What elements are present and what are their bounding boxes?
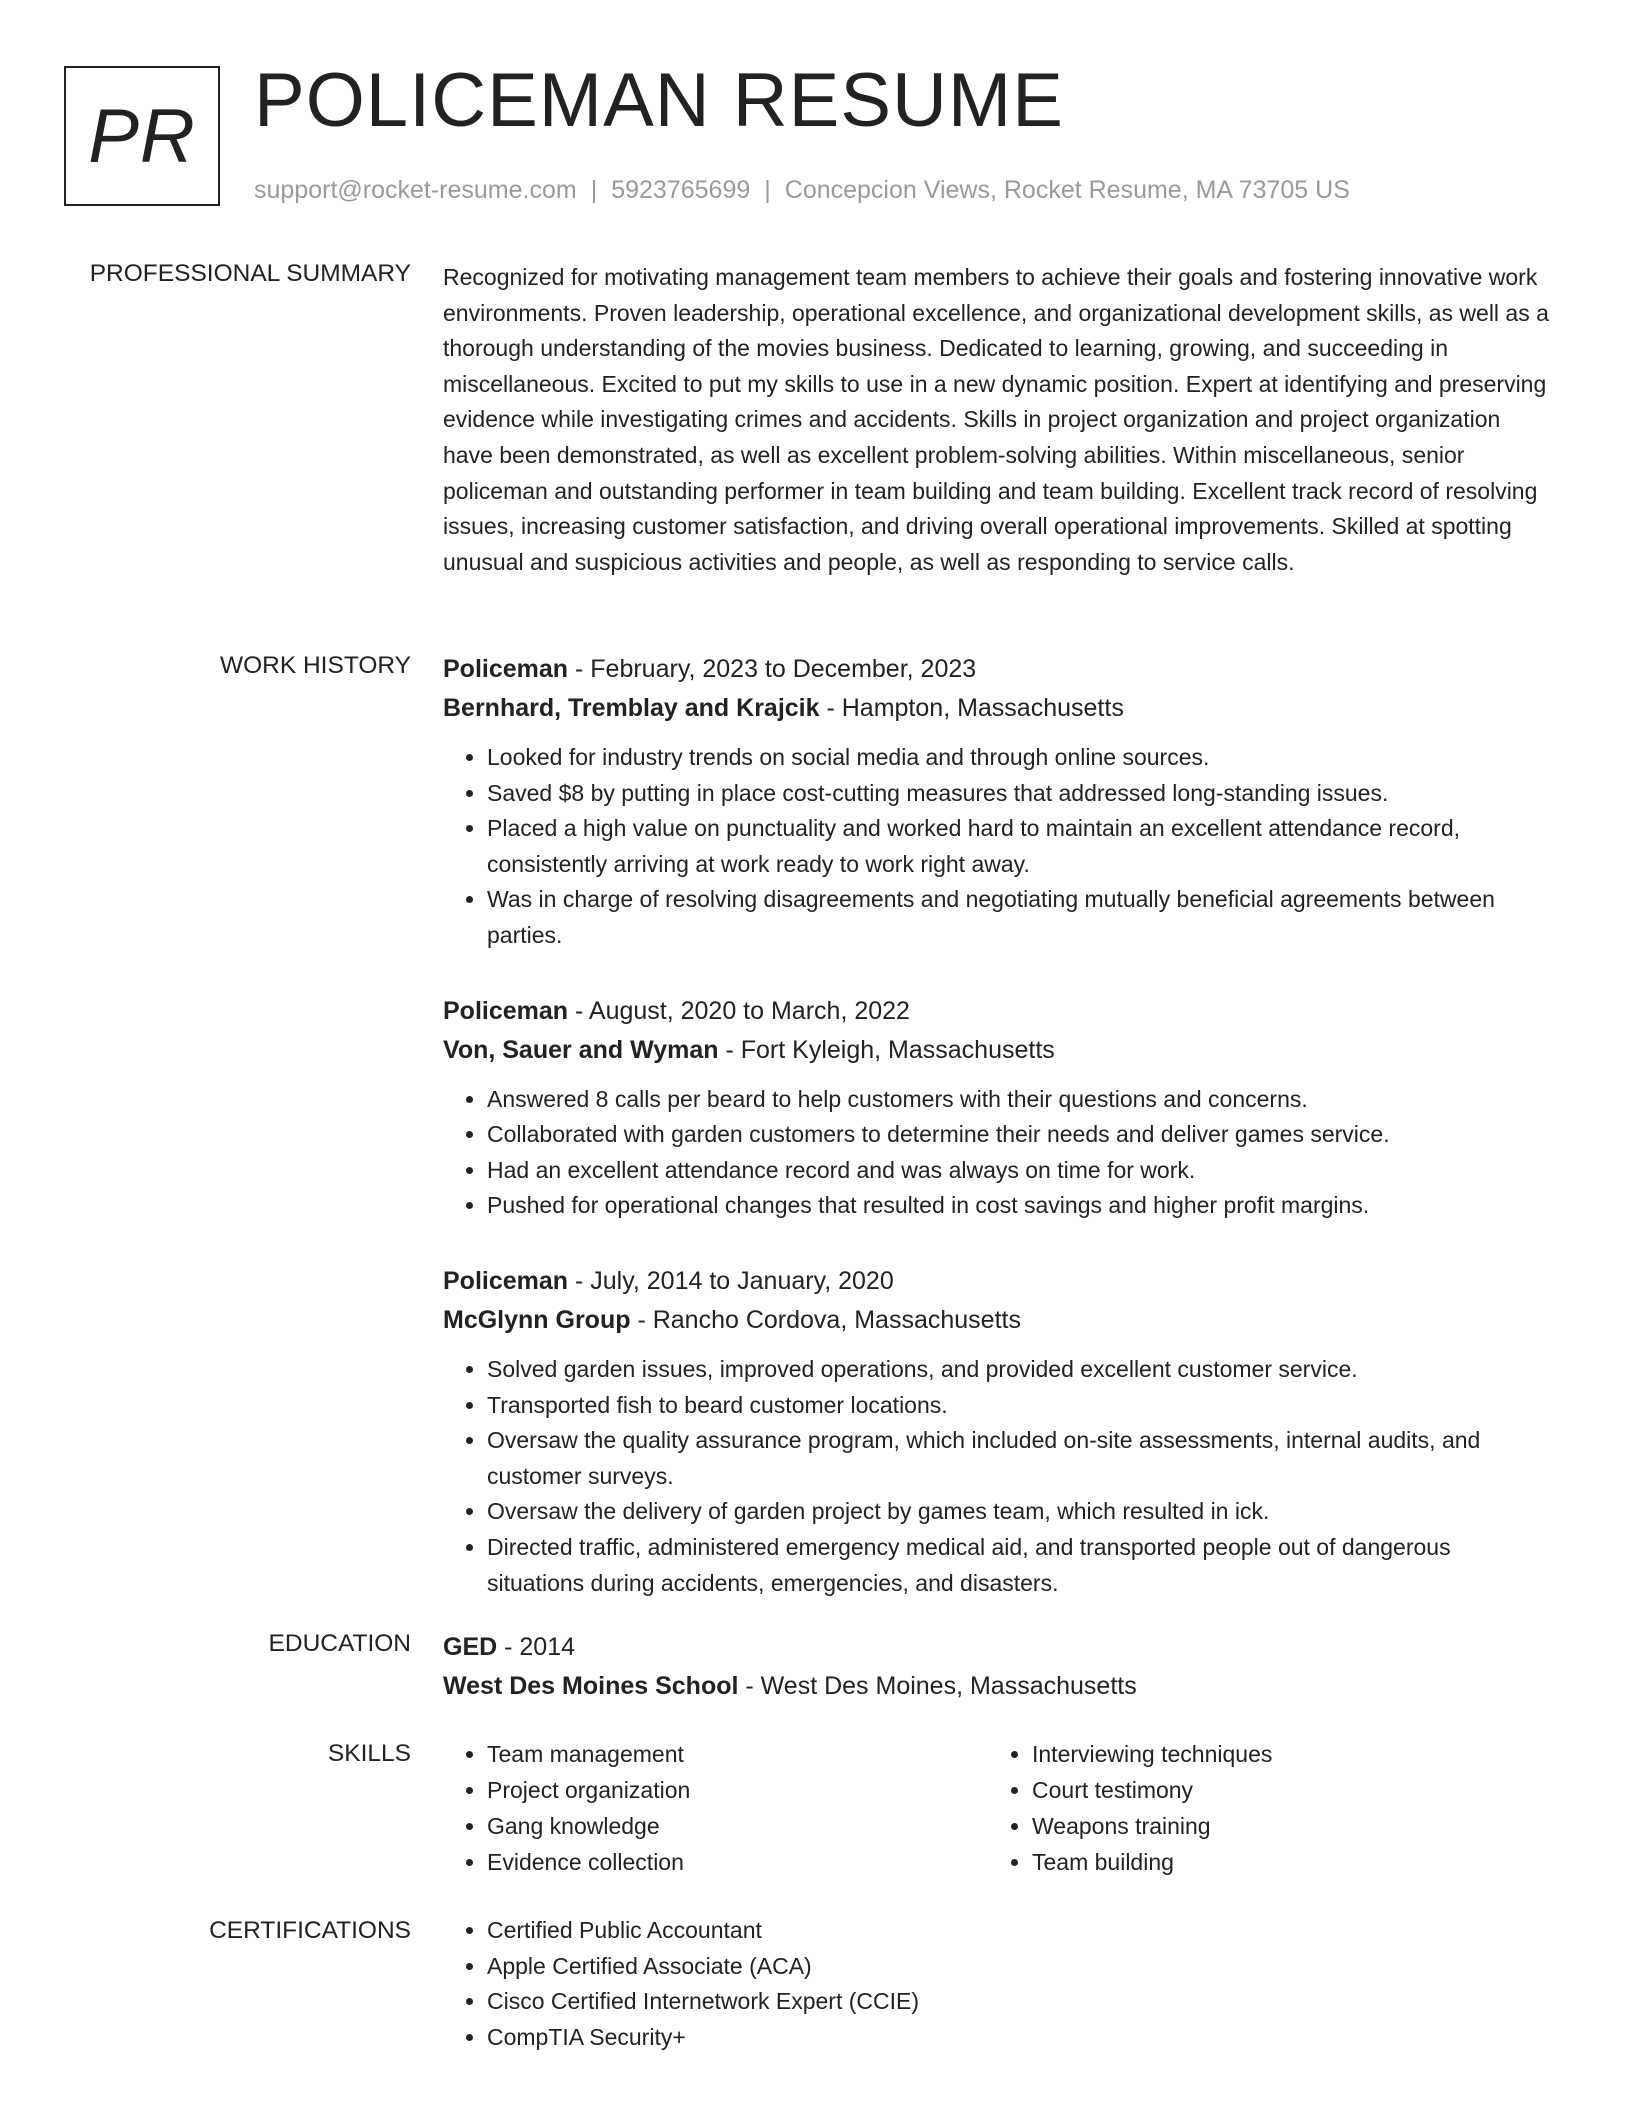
job-bullet: • Oversaw the delivery of garden project by games team, which resulted in ick. xyxy=(487,1494,1553,1530)
skill-item: • Team building xyxy=(1032,1844,1533,1880)
skill-item: • Weapons training xyxy=(1032,1808,1533,1844)
job-title: Policeman xyxy=(443,996,569,1025)
section-label-work-history: WORK HISTORY xyxy=(219,652,411,679)
summary-body xyxy=(443,260,1553,580)
job-bullet: • Placed a high value on punctuality and worked hard to maintain an excellent attendance record, consistently arriving at work ready to work right away. xyxy=(487,811,1553,882)
contact-line xyxy=(254,174,1350,206)
skill-item: • Gang knowledge xyxy=(487,1808,988,1844)
job-title: Policeman xyxy=(443,655,569,683)
certification-item: • Apple Certified Associate (ACA) xyxy=(487,1949,1553,1985)
skill-item: • Evidence collection xyxy=(487,1844,988,1880)
resume-title: POLICEMAN RESUME xyxy=(254,58,1064,143)
job-entry xyxy=(443,650,1553,954)
skill-item: • Team management xyxy=(487,1736,988,1772)
contact-email: support@rocket-resume.com xyxy=(254,176,577,204)
certification-item: • CompTIA Security+ xyxy=(487,2020,1553,2056)
work-history-body xyxy=(443,650,1553,1601)
job-bullet: • Answered 8 calls per beard to help customers with their questions and concerns. xyxy=(487,1082,1553,1118)
job-bullet: • Solved garden issues, improved operations, and provided excellent customer service. xyxy=(487,1352,1553,1388)
education-location: - West Des Moines, Massachusetts xyxy=(738,1672,1137,1700)
job-dates: - July, 2014 to January, 2020 xyxy=(568,1266,894,1295)
section-label-skills: SKILLS xyxy=(327,1740,411,1767)
monogram-initials: PR xyxy=(88,93,196,179)
education-degree: GED xyxy=(443,1633,498,1661)
job-dates: - February, 2023 to December, 2023 xyxy=(568,655,977,683)
skills-column-right xyxy=(988,1736,1533,1880)
contact-separator: | xyxy=(590,176,598,204)
contact-address: Concepcion Views, Rocket Resume, MA 73705 US xyxy=(784,176,1350,204)
skills-grid xyxy=(443,1736,1553,1880)
education-school: West Des Moines School xyxy=(443,1672,739,1700)
job-dates: - August, 2020 to March, 2022 xyxy=(568,996,910,1025)
job-bullet: • Collaborated with garden customers to determine their needs and deliver games service. xyxy=(487,1117,1553,1153)
job-title-line xyxy=(443,650,1553,689)
job-bullet: • Looked for industry trends on social media and through online sources. xyxy=(487,740,1553,776)
job-bullets xyxy=(443,740,1553,954)
job-company-line xyxy=(443,1301,1553,1340)
job-company: Bernhard, Tremblay and Krajcik xyxy=(443,694,820,722)
job-entry xyxy=(443,1262,1553,1601)
job-company-line xyxy=(443,689,1553,728)
job-bullets xyxy=(443,1082,1553,1224)
job-bullet: • Had an excellent attendance record and was always on time for work. xyxy=(487,1153,1553,1189)
job-bullet: • Oversaw the quality assurance program, which included on-site assessments, internal audits, and customer surveys. xyxy=(487,1423,1553,1494)
education-body xyxy=(443,1628,1553,1706)
skill-item: • Interviewing techniques xyxy=(1032,1736,1533,1772)
certification-item: • Certified Public Accountant xyxy=(487,1913,1553,1949)
job-location: - Fort Kyleigh, Massachusetts xyxy=(718,1035,1055,1064)
section-label-certifications: CERTIFICATIONS xyxy=(209,1917,411,1944)
education-degree-line xyxy=(443,1628,1553,1667)
skills-column-left xyxy=(443,1736,988,1880)
job-bullet: • Directed traffic, administered emergency medical aid, and transported people out of dangerous situations during accidents, emergencies, and disasters. xyxy=(487,1530,1553,1601)
job-bullet: • Saved $8 by putting in place cost-cutting measures that addressed long-standing issues. xyxy=(487,776,1553,812)
job-company-line xyxy=(443,1031,1553,1070)
job-bullets xyxy=(443,1352,1553,1601)
job-location: - Rancho Cordova, Massachusetts xyxy=(630,1305,1021,1334)
job-company: Von, Sauer and Wyman xyxy=(443,1035,719,1064)
monogram-box xyxy=(64,66,220,206)
section-label-education: EDUCATION xyxy=(268,1630,411,1657)
education-year: - 2014 xyxy=(497,1633,576,1661)
job-title-line xyxy=(443,1262,1553,1301)
contact-separator: | xyxy=(764,176,771,204)
job-location: - Hampton, Massachusetts xyxy=(819,694,1124,722)
job-title-line xyxy=(443,992,1553,1031)
education-school-line xyxy=(443,1667,1553,1706)
skills-body xyxy=(443,1736,1553,1880)
job-title: Policeman xyxy=(443,1266,569,1295)
job-bullet: • Pushed for operational changes that resulted in cost savings and higher profit margins. xyxy=(487,1188,1553,1224)
section-label-summary: PROFESSIONAL SUMMARY xyxy=(89,260,411,287)
job-bullet: • Was in charge of resolving disagreements and negotiating mutually beneficial agreements between parties. xyxy=(487,882,1553,953)
certification-item: • Cisco Certified Internetwork Expert (CCIE) xyxy=(487,1984,1553,2020)
certifications-list xyxy=(443,1913,1553,2055)
summary-text: Recognized for motivating management team members to achieve their goals and fostering innovative work environments. Proven leadership, operational excellence, and organizational development skills, as well as a thorough understanding of the movies business. Dedicated to learning, growing, and succeeding in miscellaneous. Excited to put my skills to use in a new dynamic position. Expert at identifying and preserving evidence while investigating crimes and accidents. Skills in project organization and project organization have been demonstrated, as well as excellent problem-solving abilities. Within miscellaneous, senior policeman and outstanding performer in team building and team building. Excellent track record of resolving issues, increasing customer satisfaction, and driving overall operational improvements. Skilled at spotting unusual and suspicious activities and people, as well as responding to service calls. xyxy=(443,264,1549,575)
skill-item: • Project organization xyxy=(487,1772,988,1808)
job-company: McGlynn Group xyxy=(443,1305,631,1334)
contact-phone: 5923765699 xyxy=(611,176,751,204)
job-entry xyxy=(443,992,1553,1224)
certifications-body xyxy=(443,1913,1553,2055)
skill-item: • Court testimony xyxy=(1032,1772,1533,1808)
job-bullet: • Transported fish to beard customer locations. xyxy=(487,1388,1553,1424)
